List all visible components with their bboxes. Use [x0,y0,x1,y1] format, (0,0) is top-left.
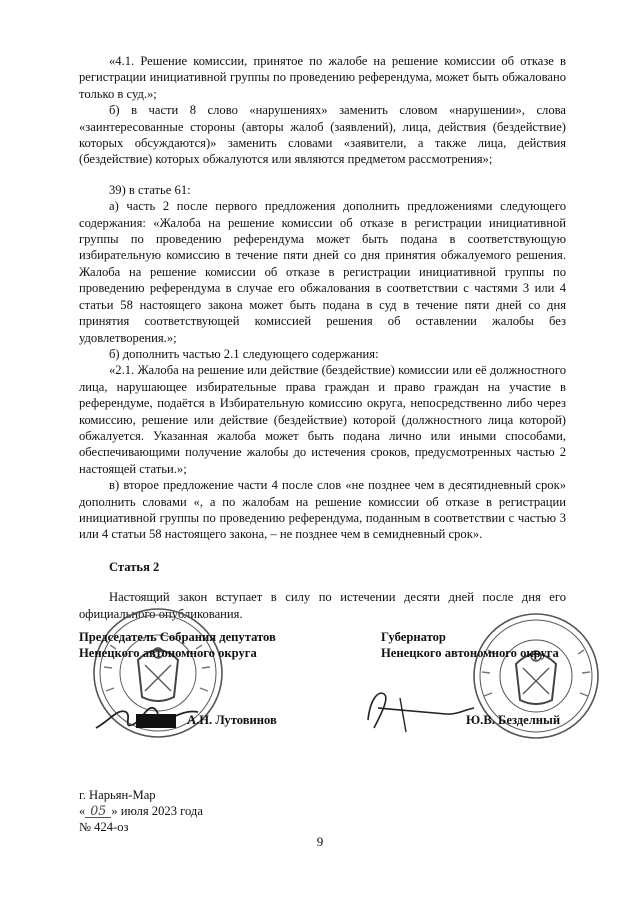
date-day-handwritten: 05 [85,804,111,818]
paragraph-b-part-2-1: б) дополнить частью 2.1 следующего содержания: [109,346,379,361]
date-open-quote: « [79,804,86,818]
right-signatory-title [381,629,559,661]
left-handwritten-signature [92,690,202,740]
paragraph-v-part-4: в) второе предложение части 4 после слов «не позднее чем в десятидневный срок» дополнить словами «, а по жалобам на решение комиссии об отказе в регистрации инициативной группы по проведению референдума, поданным в соответствии с частью 3 или 4 статьи 58 настоящего закона, – не позднее чем в семидневный срок». [79,478,566,542]
right-title-line-2: Ненецкого автономного округа [381,646,559,660]
law-number: № 424-оз [79,820,129,834]
right-signatory-name: Ю.В. Безделный [466,713,561,727]
paragraph-a-part-2: а) часть 2 после первого предложения дополнить предложениями следующего содержания: «Жалоба на решение комиссии об отказе в регистрации инициативной группы по проведению референдума может быть подана в соответствующую избирательную комиссию в течение пяти дней со дня принятия обжалуемого решения. Жалоба на решение комиссии об отказе в регистрации инициативной группы по проведению референдума в случае его обжалования в соответствии с частями 3 или 4 статьи 58 настоящего закона может быть подана в суд в течение пяти дней со дня принятия соответствующей комиссией решения об оставлении жалобы без удовлетворения.»; [79,199,566,345]
right-handwritten-signature [360,680,480,740]
left-signatory-name: А.Н. Лутовинов [187,713,277,727]
paragraph-2-1-text: «2.1. Жалоба на решение или действие (бездействие) комиссии или её должностного лица, нарушающее избирательные права граждан и право граждан на участие в референдуме, подаётся в Избирательную комиссию округа, непосредственно либо через комиссию, решение или действие (бездействие) которой (должностного лица которой) обжалуется. Указанная жалоба может быть подана лично или иными способами, обеспечивающими получение жалобы до истечения сроков, предусмотренных частью 2 настоящей статьи.»; [79,363,566,476]
left-title-line-1: Председатель Собрания депутатов [79,630,276,644]
paragraph-39: 39) в статье 61: [109,182,191,197]
date-rest: » июля 2023 года [111,804,203,818]
paragraph-effective: Настоящий закон вступает в силу по истечении десяти дней после дня его официального опубликования. [79,590,566,621]
signing-date [79,803,203,819]
document-footer [79,787,203,835]
right-title-line-1: Губернатор [381,630,446,644]
paragraph-b-part-8: б) в части 8 слово «нарушениях» заменить словом «нарушении», слова «заинтересованные стороны (авторы жалоб (заявлений), лица, действия (бездействие) которых обсуждаются)» заменить словами «заявители, а также лица, действия (бездействие) которых обжалуются или являются предметом рассмотрения»; [79,103,566,167]
article-2-heading: Статья 2 [109,559,160,574]
page-number: 9 [316,834,324,849]
city: г. Нарьян-Мар [79,788,156,802]
left-signatory-title [79,629,276,661]
body-text [79,53,566,622]
paragraph-4-1: «4.1. Решение комиссии, принятое по жалобе на решение комиссии об отказе в регистрации инициативной группы по проведению референдума, может быть обжаловано только в суд.»; [79,54,566,101]
left-title-line-2: Ненецкого автономного округа [79,646,257,660]
